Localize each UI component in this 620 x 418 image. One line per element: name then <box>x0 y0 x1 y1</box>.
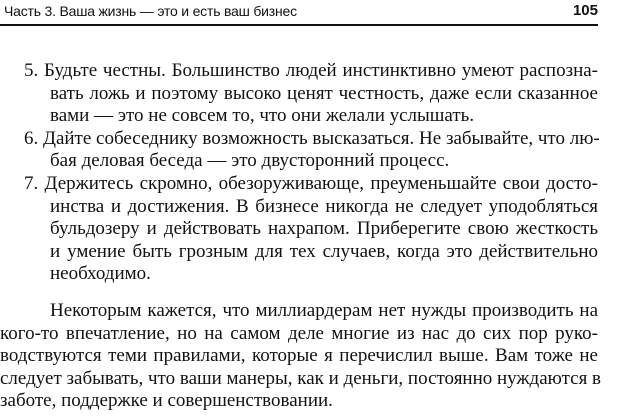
tips-list <box>24 60 598 286</box>
page-number: 105 <box>572 2 598 19</box>
closing-paragraph <box>0 300 602 413</box>
text-line: вать ложь и поэтому высоко ценят честность, даже если сказанное <box>50 82 598 104</box>
list-item-6 <box>24 128 598 173</box>
text-line: 5. Будьте честны. Большинство людей инстинктивно умеют распозна- <box>24 60 598 81</box>
running-header <box>0 0 598 26</box>
chapter-title: Часть 3. Ваша жизнь — это и есть ваш бизнес <box>4 3 297 19</box>
list-item-7 <box>24 173 598 286</box>
text-line: вами — это не совсем то, что они желали услышать. <box>50 105 475 127</box>
text-line: водствуются теми правилами, которые я перечислил выше. Вам тоже не <box>0 345 598 367</box>
text-line: заботе, поддержке и совершенствовании. <box>0 390 333 412</box>
list-item-5 <box>24 60 598 128</box>
text-line: инства и достижения. В бизнесе никогда не следует уподобляться <box>50 195 598 217</box>
text-line: бульдозеру и действовать нахрапом. Приберегите свою жесткость <box>50 218 598 240</box>
text-line: бая деловая беседа — это двусторонний процесс. <box>50 150 450 172</box>
text-line: Некоторым кажется, что миллиардерам нет нужды производить на <box>50 300 598 321</box>
text-line: 6. Дайте собеседнику возможность высказаться. Не забывайте, что лю- <box>24 127 600 149</box>
text-line: необходимо. <box>50 263 151 285</box>
text-line: кого-то впечатление, но на самом деле многие из нас до сих пор руко- <box>0 322 598 344</box>
text-line: 7. Держитесь скромно, обезоруживающе, преуменьшайте свои досто- <box>24 172 598 194</box>
text-line: следует забывать, что ваши манеры, как и деньги, постоянно нуждаются в <box>0 367 602 389</box>
text-line: и умение быть грозным для тех случаев, когда это действительно <box>50 240 598 262</box>
